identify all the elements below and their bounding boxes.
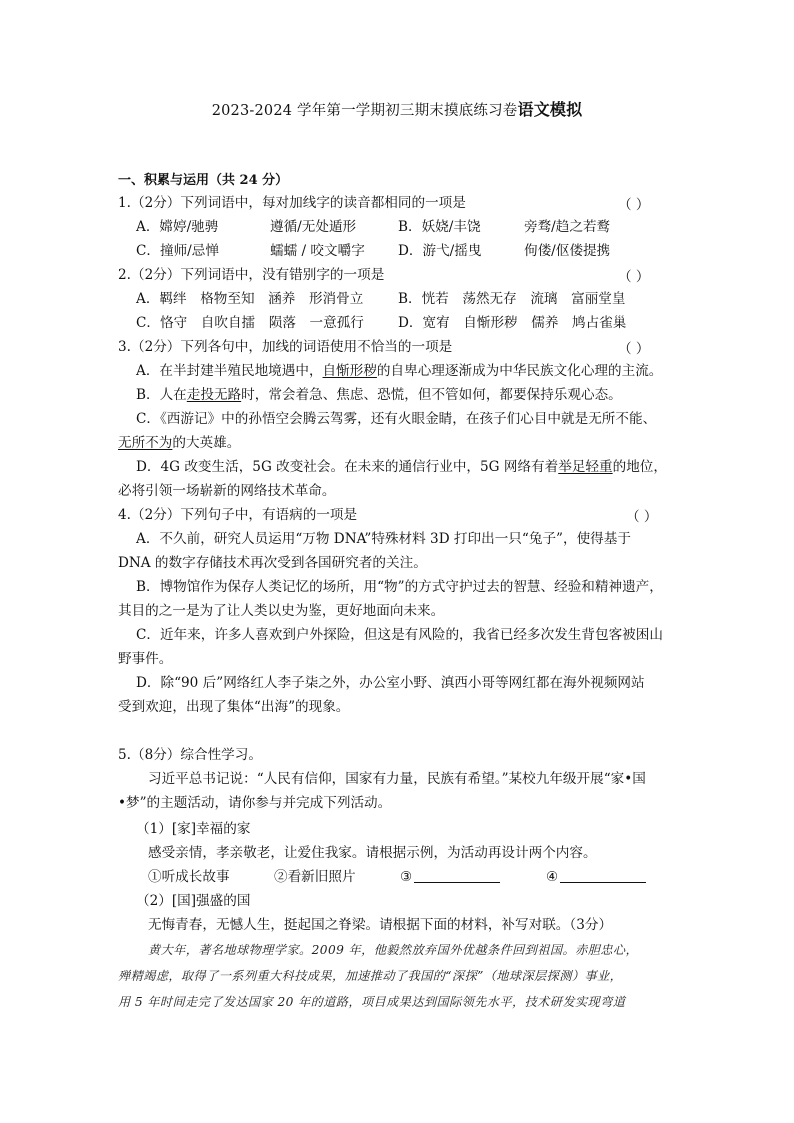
- question-3-stem: 3.（2分）下列各句中，加线的词语使用不恰当的一项是: [118, 339, 453, 355]
- question-3-answer-paren: （ ）: [618, 341, 650, 357]
- q3-option-a: [136, 361, 662, 381]
- q1-option-d-2: 佝偻/伛偻提携: [524, 243, 611, 259]
- page-title: [0, 97, 794, 120]
- q3-d-text: D．4G 改变生活，5G 改变社会。在未来的通信行业中，5G 网络有着: [136, 459, 559, 475]
- q5-material-line-3: 用 5 年时间走完了发达国家 20 年的道路，项目成果达到国际领先水平，技术研发实现弯道: [118, 995, 626, 1009]
- question-5-stem: 5.（8分）综合性学习。: [118, 747, 262, 763]
- section-heading: 一、积累与运用（共 24 分）: [118, 173, 289, 188]
- q1-option-d-1: D．游弋/摇曳: [398, 243, 482, 259]
- q3-c-underlined: 无所不为: [118, 435, 173, 451]
- q5-answer-4-label: ④: [546, 869, 559, 885]
- q3-option-d-line-1: [136, 457, 667, 477]
- question-2-stem: 2.（2分）下列词语中，没有错别字的一项是: [118, 267, 385, 283]
- title-bold: 语文模拟: [517, 100, 583, 119]
- q5-part-1-prompt: 感受亲情，孝亲敬老，让爱住我家。请根据示例，为活动再设计两个内容。: [148, 845, 597, 861]
- question-4-answer-paren: （ ）: [626, 509, 658, 525]
- q5-material-line-2: 殚精竭虑，取得了一系列重大科技成果，加速推动了我国的“深探”（地球深层探测）事业，: [118, 969, 623, 983]
- q4-option-b-line-2: 其目的之一是为了让人类以史为鉴，更好地面向未来。: [118, 603, 445, 619]
- q3-option-c-line-1: C．《西游记》中的孙悟空会腾云驾雾，还有火眼金睛，在孩子们心目中就是无所不能、: [136, 411, 657, 427]
- q4-option-a-line-2: DNA 的数字存储技术再次受到各国研究者的关注。: [118, 555, 427, 571]
- q1-option-a-1: A．嫦婷/驰骋: [136, 219, 219, 235]
- q5-material-line-1: 黄大年，著名地球物理学家。2009 年，他毅然放弃国外优越条件回到祖国。赤胆忠心，: [148, 943, 639, 957]
- q3-b-text: B．人在: [136, 387, 187, 403]
- q3-b-text-end: 时，常会着急、焦虑、恐慌，但不管如何，都要保持乐观心态。: [241, 387, 622, 403]
- question-1-answer-paren: （ ）: [618, 197, 650, 213]
- q4-option-d-line-2: 受到欢迎，出现了集体“出海”的现象。: [118, 699, 350, 715]
- q2-option-a: A．羁绊 格物至知 涵养 形消骨立: [136, 291, 364, 307]
- q3-option-b: [136, 385, 622, 405]
- q5-intro-line-2: •梦”的主题活动，请你参与并完成下列活动。: [118, 795, 392, 811]
- question-1-stem: 1.（2分）下列词语中，每对加线字的读音都相同的一项是: [118, 195, 466, 211]
- question-4-stem: 4.（2分）下列句子中，有语病的一项是: [118, 507, 358, 523]
- q3-b-underlined: 走投无路: [186, 387, 242, 403]
- q2-option-c: C．恪守 自吹自擂 陨落 一意孤行: [136, 315, 364, 331]
- q5-answer-3-blank[interactable]: [414, 868, 500, 883]
- q1-option-b-2: 旁骛/趋之若鹜: [524, 219, 611, 235]
- q3-option-d-line-2: 必将引领一场崭新的网络技术革命。: [118, 483, 336, 499]
- q1-option-a-2: 遵循/无处遁形: [270, 219, 357, 235]
- q4-option-d-line-1: D．除“90 后”网络红人李子柒之外，办公室小野、滇西小哥等网红都在海外视频网站: [136, 675, 645, 691]
- title-normal: 2023-2024 学年第一学期初三期末摸底练习卷: [211, 103, 518, 119]
- q5-example-2: ②看新旧照片: [274, 869, 356, 885]
- q5-intro-line-1: 习近平总书记说：“人民有信仰，国家有力量，民族有希望。”某校九年级开展“家•国: [148, 771, 646, 787]
- q3-a-underlined: 自惭形秽: [322, 363, 377, 379]
- q5-example-1: ①听成长故事: [148, 869, 230, 885]
- q1-option-c-1: C．撞师/忌惮: [136, 243, 219, 259]
- q5-part-2-heading: （2）[国]强盛的国: [136, 893, 251, 909]
- q3-d-underlined: 举足轻重: [558, 459, 613, 475]
- q4-option-c-line-1: C．近年来，许多人喜欢到户外探险，但这是有风险的，我省已经多次发生背包客被困山: [136, 627, 663, 643]
- q5-part-1-heading: （1）[家]幸福的家: [136, 821, 251, 837]
- question-2-answer-paren: （ ）: [618, 269, 650, 285]
- q5-answer-3-label: ③: [400, 869, 413, 885]
- q4-option-a-line-1: A．不久前，研究人员运用“万物 DNA”特殊材料 3D 打印出一只“兔子”，使得基于: [136, 531, 631, 547]
- q5-answer-4: [546, 867, 646, 887]
- q3-option-c-line-2: [118, 433, 240, 453]
- q2-option-d: D．宽宥 自惭形秽 儒养 鸠占雀巢: [398, 315, 627, 331]
- q5-answer-4-blank[interactable]: [560, 868, 646, 883]
- q3-a-text: A．在半封建半殖民地境遇中，: [136, 363, 323, 379]
- q5-answer-3: [400, 867, 500, 887]
- q3-d-text-end: 的地位，: [612, 459, 667, 475]
- q1-option-b-1: B．妖娆/丰饶: [398, 219, 481, 235]
- q4-option-c-line-2: 野事件。: [118, 651, 173, 667]
- q3-a-text-end: 的自卑心理逐渐成为中华民族文化心理的主流。: [376, 363, 663, 379]
- q5-part-2-prompt: 无悔青春，无憾人生，挺起国之脊梁。请根据下面的材料，补写对联。（3分）: [148, 917, 613, 933]
- q1-option-c-2: 蠕蠕 / 咬文嚼字: [270, 243, 365, 259]
- q2-option-b: B．恍若 荡然无存 流璃 富丽堂皇: [398, 291, 626, 307]
- q3-c-text-end: 的大英雄。: [172, 435, 241, 451]
- q4-option-b-line-1: B．博物馆作为保存人类记忆的场所，用“物”的方式守护过去的智慧、经验和精神遗产，: [136, 579, 663, 595]
